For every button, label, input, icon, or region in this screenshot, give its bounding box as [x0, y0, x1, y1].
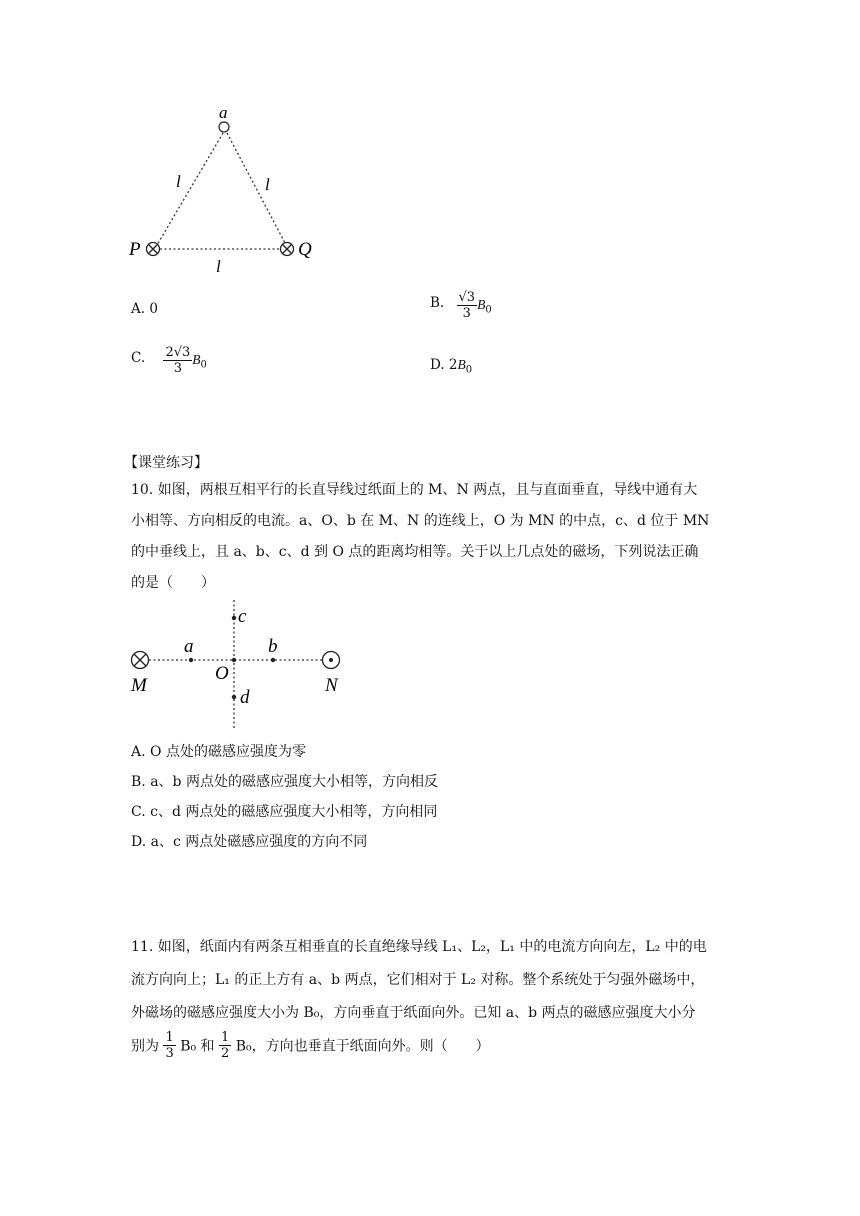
label-l-left: l — [176, 172, 181, 191]
option-B-numerator: √3 — [458, 290, 476, 305]
q11-fraction-1 — [163, 1030, 175, 1061]
option-A-text: A. 0 — [131, 301, 158, 317]
label-l-bottom: l — [216, 257, 221, 276]
q11-line1: 11. 如图，纸面内有两条互相垂直的长直绝缘导线 L₁、L₂，L₁ 中的电流方向向左，L₂ 中的电 — [131, 939, 707, 955]
q11-line2: 流方向向上；L₁ 的正上方有 a、b 两点，它们相对于 L₂ 对称。整个系统处于匀强外磁场中， — [131, 972, 705, 988]
option-B-prefix: B. — [430, 295, 445, 311]
label-O: O — [215, 663, 229, 684]
wire-N-out-of-page-icon — [323, 652, 340, 669]
q11-line4 — [131, 1030, 490, 1061]
point-O-dot — [232, 658, 236, 662]
label-l-right: l — [265, 175, 270, 194]
q10-option-B: B. a、b 两点处的磁感应强度大小相等，方向相反 — [131, 774, 438, 790]
option-D-subscript: 0 — [465, 364, 473, 376]
question-10 — [131, 475, 751, 599]
label-P: P — [129, 239, 141, 260]
option-B-fraction — [457, 290, 478, 321]
q10-line3: 的中垂线上，且 a、b、c、d 到 O 点的距离均相等。关于以上几点处的磁场，下列说法正确 — [131, 544, 699, 560]
label-a-fig2: a — [184, 636, 194, 657]
label-d-fig2: d — [240, 687, 250, 708]
point-c-dot — [232, 616, 236, 620]
q11-frac1-denominator: 3 — [165, 1046, 174, 1061]
q10-options — [131, 737, 438, 857]
triangle-figure — [120, 100, 330, 280]
q11-line4-prefix: 别为 — [131, 1038, 159, 1055]
option-B — [430, 290, 492, 321]
q10-line1: 10. 如图，两根互相平行的长直导线过纸面上的 M、N 两点，且与直面垂直，导线中通有大 — [131, 482, 698, 498]
option-C — [131, 345, 207, 376]
q11-frac2-denominator: 2 — [221, 1046, 230, 1061]
option-C-fraction — [163, 345, 192, 376]
wires-MN-figure — [125, 598, 365, 733]
q10-option-C: C. c、d 两点处的磁感应强度大小相等，方向相同 — [131, 804, 438, 820]
wire-Q-into-page-icon — [281, 243, 294, 256]
q11-frac2-numerator: 1 — [221, 1030, 230, 1045]
option-B-subscript: 0 — [485, 304, 492, 316]
label-a: a — [219, 103, 228, 122]
point-a-marker — [219, 122, 229, 132]
option-D-symbol: B — [457, 357, 466, 372]
q10-option-D: D. a、c 两点处磁感应强度的方向不同 — [131, 834, 368, 850]
label-M: M — [131, 675, 147, 696]
option-C-symbol: B — [192, 352, 201, 367]
point-b-dot — [271, 658, 275, 662]
option-C-subscript: 0 — [200, 359, 207, 371]
option-C-denominator: 3 — [173, 361, 182, 376]
label-b-fig2: b — [268, 636, 278, 657]
option-D-text: D. 2 — [430, 357, 458, 373]
q11-frac1-numerator: 1 — [165, 1030, 174, 1045]
q11-mid-text: B₀ 和 — [180, 1038, 215, 1055]
q10-option-A: A. O 点处的磁感应强度为零 — [131, 744, 306, 760]
q11-line3: 外磁场的磁感应强度大小为 B₀，方向垂直于纸面向外。已知 a、b 两点的磁感应强度大小分 — [131, 1005, 696, 1021]
option-B-denominator: 3 — [462, 306, 471, 321]
label-N: N — [325, 675, 338, 696]
q10-line4: 的是（ ） — [131, 575, 215, 591]
option-C-prefix: C. — [131, 350, 146, 366]
option-B-symbol: B — [477, 297, 486, 312]
q11-tail-text: B₀，方向也垂直于纸面向外。则（ ） — [235, 1038, 490, 1055]
option-D — [430, 357, 472, 376]
point-a-dot — [189, 658, 193, 662]
q10-line2: 小相等、方向相反的电流。a、O、b 在 M、N 的连线上，O 为 MN 的中点，c、d 位于 MN — [131, 513, 710, 529]
q11-fraction-2 — [219, 1030, 231, 1061]
section-heading: 【课堂练习】 — [124, 455, 208, 471]
option-A — [131, 301, 158, 317]
wire-P-into-page-icon — [147, 243, 160, 256]
point-d-dot — [232, 695, 236, 699]
wire-M-into-page-icon — [132, 652, 149, 669]
question-11 — [131, 931, 751, 1030]
label-c-fig2: c — [238, 606, 247, 627]
label-Q: Q — [298, 239, 312, 260]
option-C-numerator: 2√3 — [165, 345, 191, 360]
